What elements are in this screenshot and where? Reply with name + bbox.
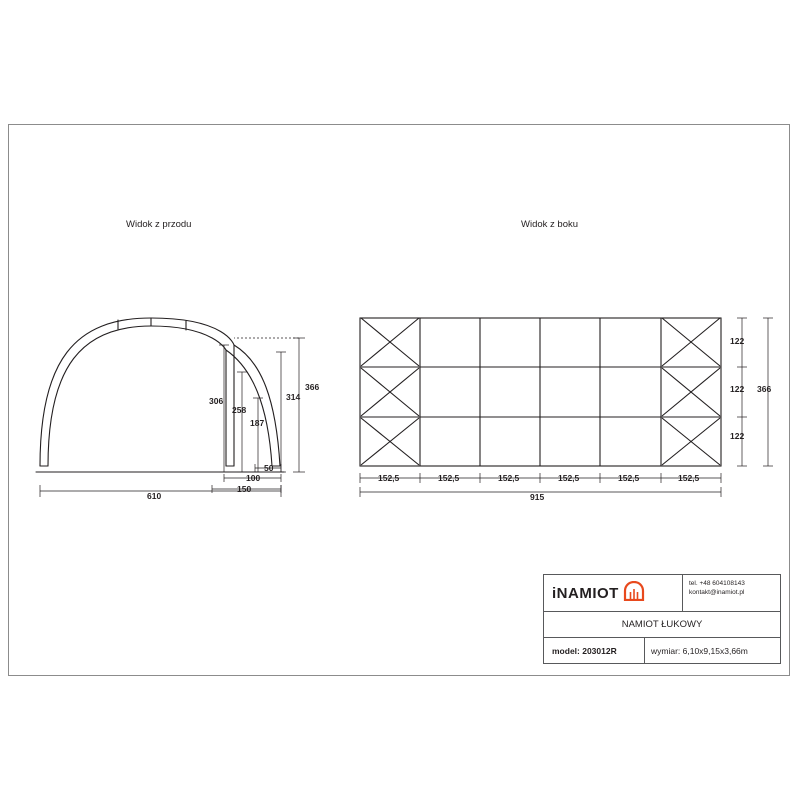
dim-front-610: 610 xyxy=(147,491,162,501)
tent-arch-icon xyxy=(623,581,645,606)
dim-side-total-length: 915 xyxy=(530,492,545,502)
dim-side-bay-3: 152,5 xyxy=(498,473,520,483)
dim-side-bay-6: 152,5 xyxy=(678,473,700,483)
title-block-brand-row xyxy=(544,575,780,612)
front-view-geometry xyxy=(36,318,284,472)
contact-info xyxy=(682,575,780,611)
product-name: NAMIOT ŁUKOWY xyxy=(544,612,780,638)
title-block-spec-row xyxy=(544,638,780,664)
contact-email: kontakt@inamiot.pl xyxy=(689,589,745,597)
dim-side-122-mid: 122 xyxy=(730,384,745,394)
dim-side-bay-4: 152,5 xyxy=(558,473,580,483)
side-view-dimensions xyxy=(360,318,773,497)
dim-front-50: 50 xyxy=(264,463,274,473)
brand-logo xyxy=(544,581,682,606)
size-label: wymiar: 6,10x9,15x3,66m xyxy=(644,638,780,664)
dim-side-122-top: 122 xyxy=(730,336,745,346)
dim-front-150: 150 xyxy=(237,484,252,494)
dim-side-122-bottom: 122 xyxy=(730,431,745,441)
dim-front-100: 100 xyxy=(246,473,261,483)
dim-side-bay-2: 152,5 xyxy=(438,473,460,483)
side-view-title: Widok z boku xyxy=(521,219,579,230)
brand-name: iNAMIOT xyxy=(552,584,619,602)
dim-front-314: 314 xyxy=(286,392,301,402)
dim-side-bay-1: 152,5 xyxy=(378,473,400,483)
dim-front-258: 258 xyxy=(232,405,247,415)
contact-phone: tel. +48 604108143 xyxy=(689,580,745,587)
dim-front-187: 187 xyxy=(250,418,265,428)
dim-front-366: 366 xyxy=(305,382,320,392)
dim-side-bay-5: 152,5 xyxy=(618,473,640,483)
side-view-geometry xyxy=(360,318,721,466)
dim-front-306: 306 xyxy=(209,396,224,406)
title-block xyxy=(543,574,781,664)
front-view-title: Widok z przodu xyxy=(126,219,192,230)
model-label: model: 203012R xyxy=(552,646,617,656)
dim-side-366: 366 xyxy=(757,384,772,394)
